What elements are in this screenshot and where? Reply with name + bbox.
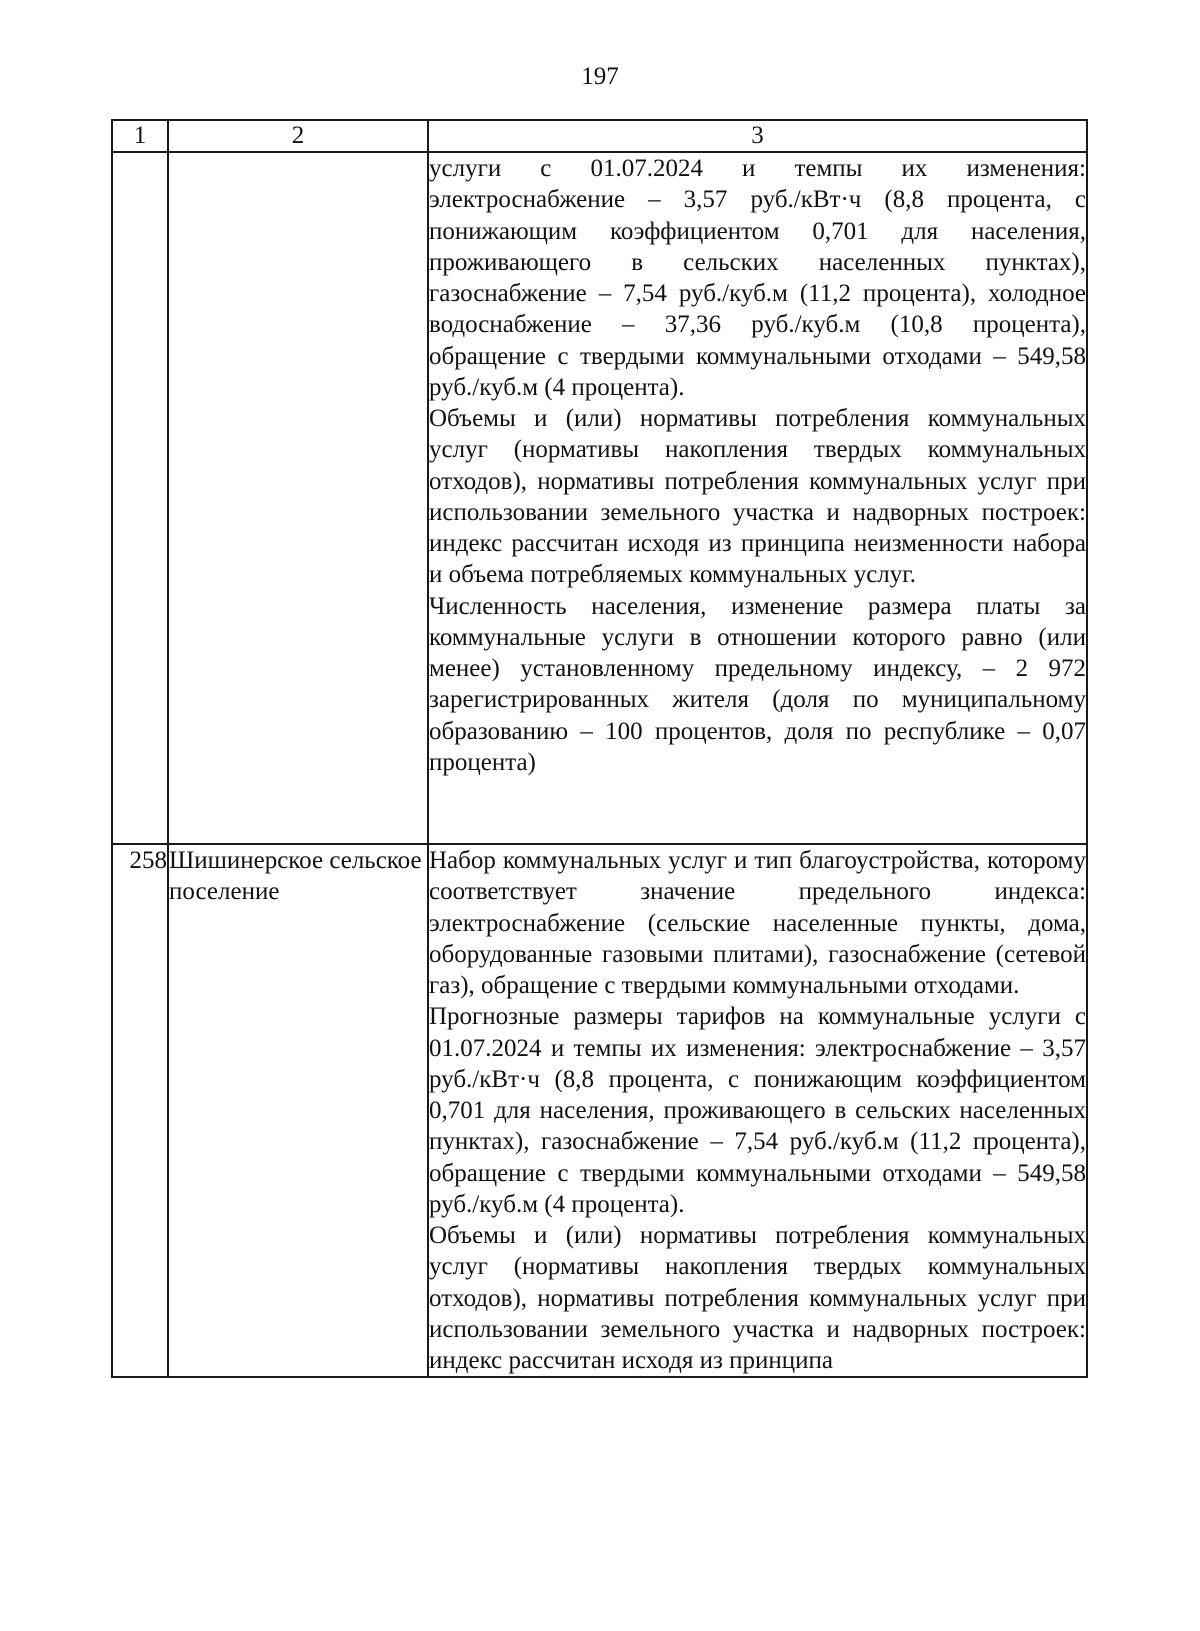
column-header-1: 1: [112, 120, 168, 152]
row-number: [112, 152, 168, 844]
table-row: [112, 152, 1087, 844]
paragraph: услуги с 01.07.2024 и темпы их изменения: электроснабжение – 3,57 руб./кВт·ч (8,8 процента, с понижающим коэффициентом 0,701 для населения, проживающего в сельских населенных пунктах), газоснабжение – 7,54 руб./куб.м (11,2 процента), холодное водоснабжение – 37,36 руб./куб.м (10,8 процента), обращение с твердыми коммунальными отходами – 549,58 руб./куб.м (4 процента).: [429, 155, 1086, 401]
page-number: 197: [581, 63, 619, 90]
row-content: [428, 152, 1087, 844]
column-header-3: 3: [428, 120, 1087, 152]
paragraph: Набор коммунальных услуг и тип благоустройства, которому соответствует значение предельного индекса: электроснабжение (сельские населенные пункты, дома, оборудованные газовыми плитами), газоснабжение (сетевой газ), обращение с твердыми коммунальными отходами.: [429, 847, 1086, 999]
paragraph: Численность населения, изменение размера платы за коммунальные услуги в отношении которого равно (или менее) установленному предельному индексу, – 2 972 зарегистрированных жителя (доля по муниципальному образованию – 100 процентов, доля по республике – 0,07 процента): [429, 592, 1086, 776]
row-number: 258: [112, 844, 168, 1377]
tariff-table: [111, 119, 1088, 1378]
settlement-name: [168, 152, 428, 844]
header-row: [112, 120, 1087, 152]
column-header-2: 2: [168, 120, 428, 152]
table-row: [112, 844, 1087, 1377]
paragraph: Прогнозные размеры тарифов на коммунальные услуги с 01.07.2024 и темпы их изменения: электроснабжение – 3,57 руб./кВт·ч (8,8 процента, с понижающим коэффициентом 0,701 для населения, проживающего в сельских населенных пунктах), газоснабжение – 7,54 руб./куб.м (11,2 процента), обращение с твердыми коммунальными отходами – 549,58 руб./куб.м (4 процента).: [429, 1003, 1086, 1218]
paragraph: Объемы и (или) нормативы потребления коммунальных услуг (нормативы накопления твердых коммунальных отходов), нормативы потребления коммунальных услуг при использовании земельного участка и надворных построек: индекс рассчитан исходя из принципа: [429, 1222, 1086, 1374]
row-content: [428, 844, 1087, 1377]
settlement-name: Шишинерское сельское поселение: [168, 844, 428, 1377]
paragraph: Объемы и (или) нормативы потребления коммунальных услуг (нормативы накопления твердых коммунальных отходов), нормативы потребления коммунальных услуг при использовании земельного участка и надворных построек: индекс рассчитан исходя из принципа неизменности набора и объема потребляемых коммунальных услуг.: [429, 405, 1086, 589]
